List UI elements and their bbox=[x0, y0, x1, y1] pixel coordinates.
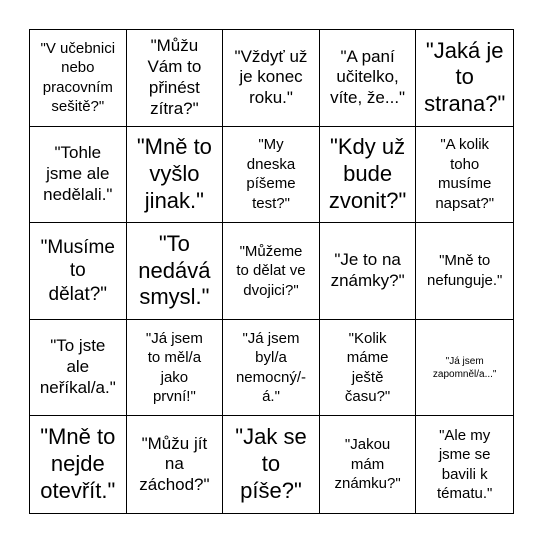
bingo-cell[interactable] bbox=[416, 30, 513, 127]
bingo-cell[interactable] bbox=[320, 416, 417, 513]
cell-text: "My dneska píšeme test?" bbox=[246, 136, 296, 212]
cell-text: "Kolik máme ještě času?" bbox=[344, 329, 391, 406]
bingo-cell[interactable] bbox=[127, 30, 224, 127]
cell-text: "To nedává smysl." bbox=[138, 230, 211, 310]
cell-text: "Vždyť už je konec roku." bbox=[234, 46, 308, 108]
cell-text: "Já jsem to měl/a jako první!" bbox=[145, 329, 203, 406]
bingo-cell[interactable] bbox=[223, 416, 320, 513]
bingo-cell[interactable] bbox=[30, 127, 127, 224]
bingo-cell[interactable] bbox=[127, 223, 224, 320]
cell-text: "V učebnici nebo pracovním sešitě?" bbox=[40, 39, 116, 116]
bingo-cell[interactable] bbox=[320, 127, 417, 224]
cell-text: "Mně to vyšlo jinak." bbox=[136, 134, 212, 213]
cell-text: "Kdy už bude zvonit?" bbox=[328, 134, 407, 213]
bingo-cell[interactable] bbox=[127, 127, 224, 224]
cell-text: "Jak se to píše?" bbox=[235, 424, 307, 504]
bingo-cell[interactable] bbox=[320, 223, 417, 320]
cell-text: "A kolik toho musíme napsat?" bbox=[435, 136, 495, 212]
bingo-cell[interactable] bbox=[223, 30, 320, 127]
cell-text: "A paní učitelko, víte, že..." bbox=[330, 46, 406, 108]
bingo-cell[interactable] bbox=[416, 320, 513, 417]
bingo-cell[interactable] bbox=[127, 416, 224, 513]
cell-text: "Je to na známky?" bbox=[330, 250, 405, 290]
cell-text: "Ale my jsme se bavili k tématu." bbox=[437, 426, 493, 503]
bingo-cell[interactable] bbox=[416, 223, 513, 320]
cell-text: "Já jsem zapomněl/a..." bbox=[432, 355, 497, 380]
cell-text: "Mně to nejde otevřít." bbox=[40, 424, 116, 504]
bingo-cell[interactable] bbox=[30, 416, 127, 513]
bingo-cell[interactable] bbox=[320, 320, 417, 417]
bingo-cell[interactable] bbox=[416, 416, 513, 513]
bingo-cell[interactable] bbox=[127, 320, 224, 417]
bingo-cell[interactable] bbox=[30, 30, 127, 127]
cell-text: "Můžeme to dělat ve dvojici?" bbox=[236, 242, 306, 299]
cell-text: "Můžu jít na záchod?" bbox=[139, 433, 210, 495]
bingo-cell[interactable] bbox=[30, 223, 127, 320]
cell-text: "Tohle jsme ale nedělali." bbox=[43, 143, 113, 204]
bingo-cell[interactable] bbox=[223, 223, 320, 320]
cell-text: "Musíme to dělat?" bbox=[40, 237, 115, 305]
bingo-board bbox=[29, 29, 514, 514]
bingo-cell[interactable] bbox=[223, 320, 320, 417]
bingo-cell[interactable] bbox=[416, 127, 513, 224]
bingo-cell[interactable] bbox=[320, 30, 417, 127]
cell-text: "Jaká je to strana?" bbox=[424, 37, 506, 117]
cell-text: "Můžu Vám to přinést zítra?" bbox=[147, 36, 202, 118]
bingo-cell[interactable] bbox=[30, 320, 127, 417]
cell-text: "Já jsem byl/a nemocný/- á." bbox=[235, 329, 306, 406]
cell-text: "Jakou mám známku?" bbox=[334, 436, 401, 493]
cell-text: "Mně to nefunguje." bbox=[426, 252, 503, 289]
cell-text: "To jste ale neříkal/a." bbox=[39, 336, 116, 397]
bingo-cell[interactable] bbox=[223, 127, 320, 224]
